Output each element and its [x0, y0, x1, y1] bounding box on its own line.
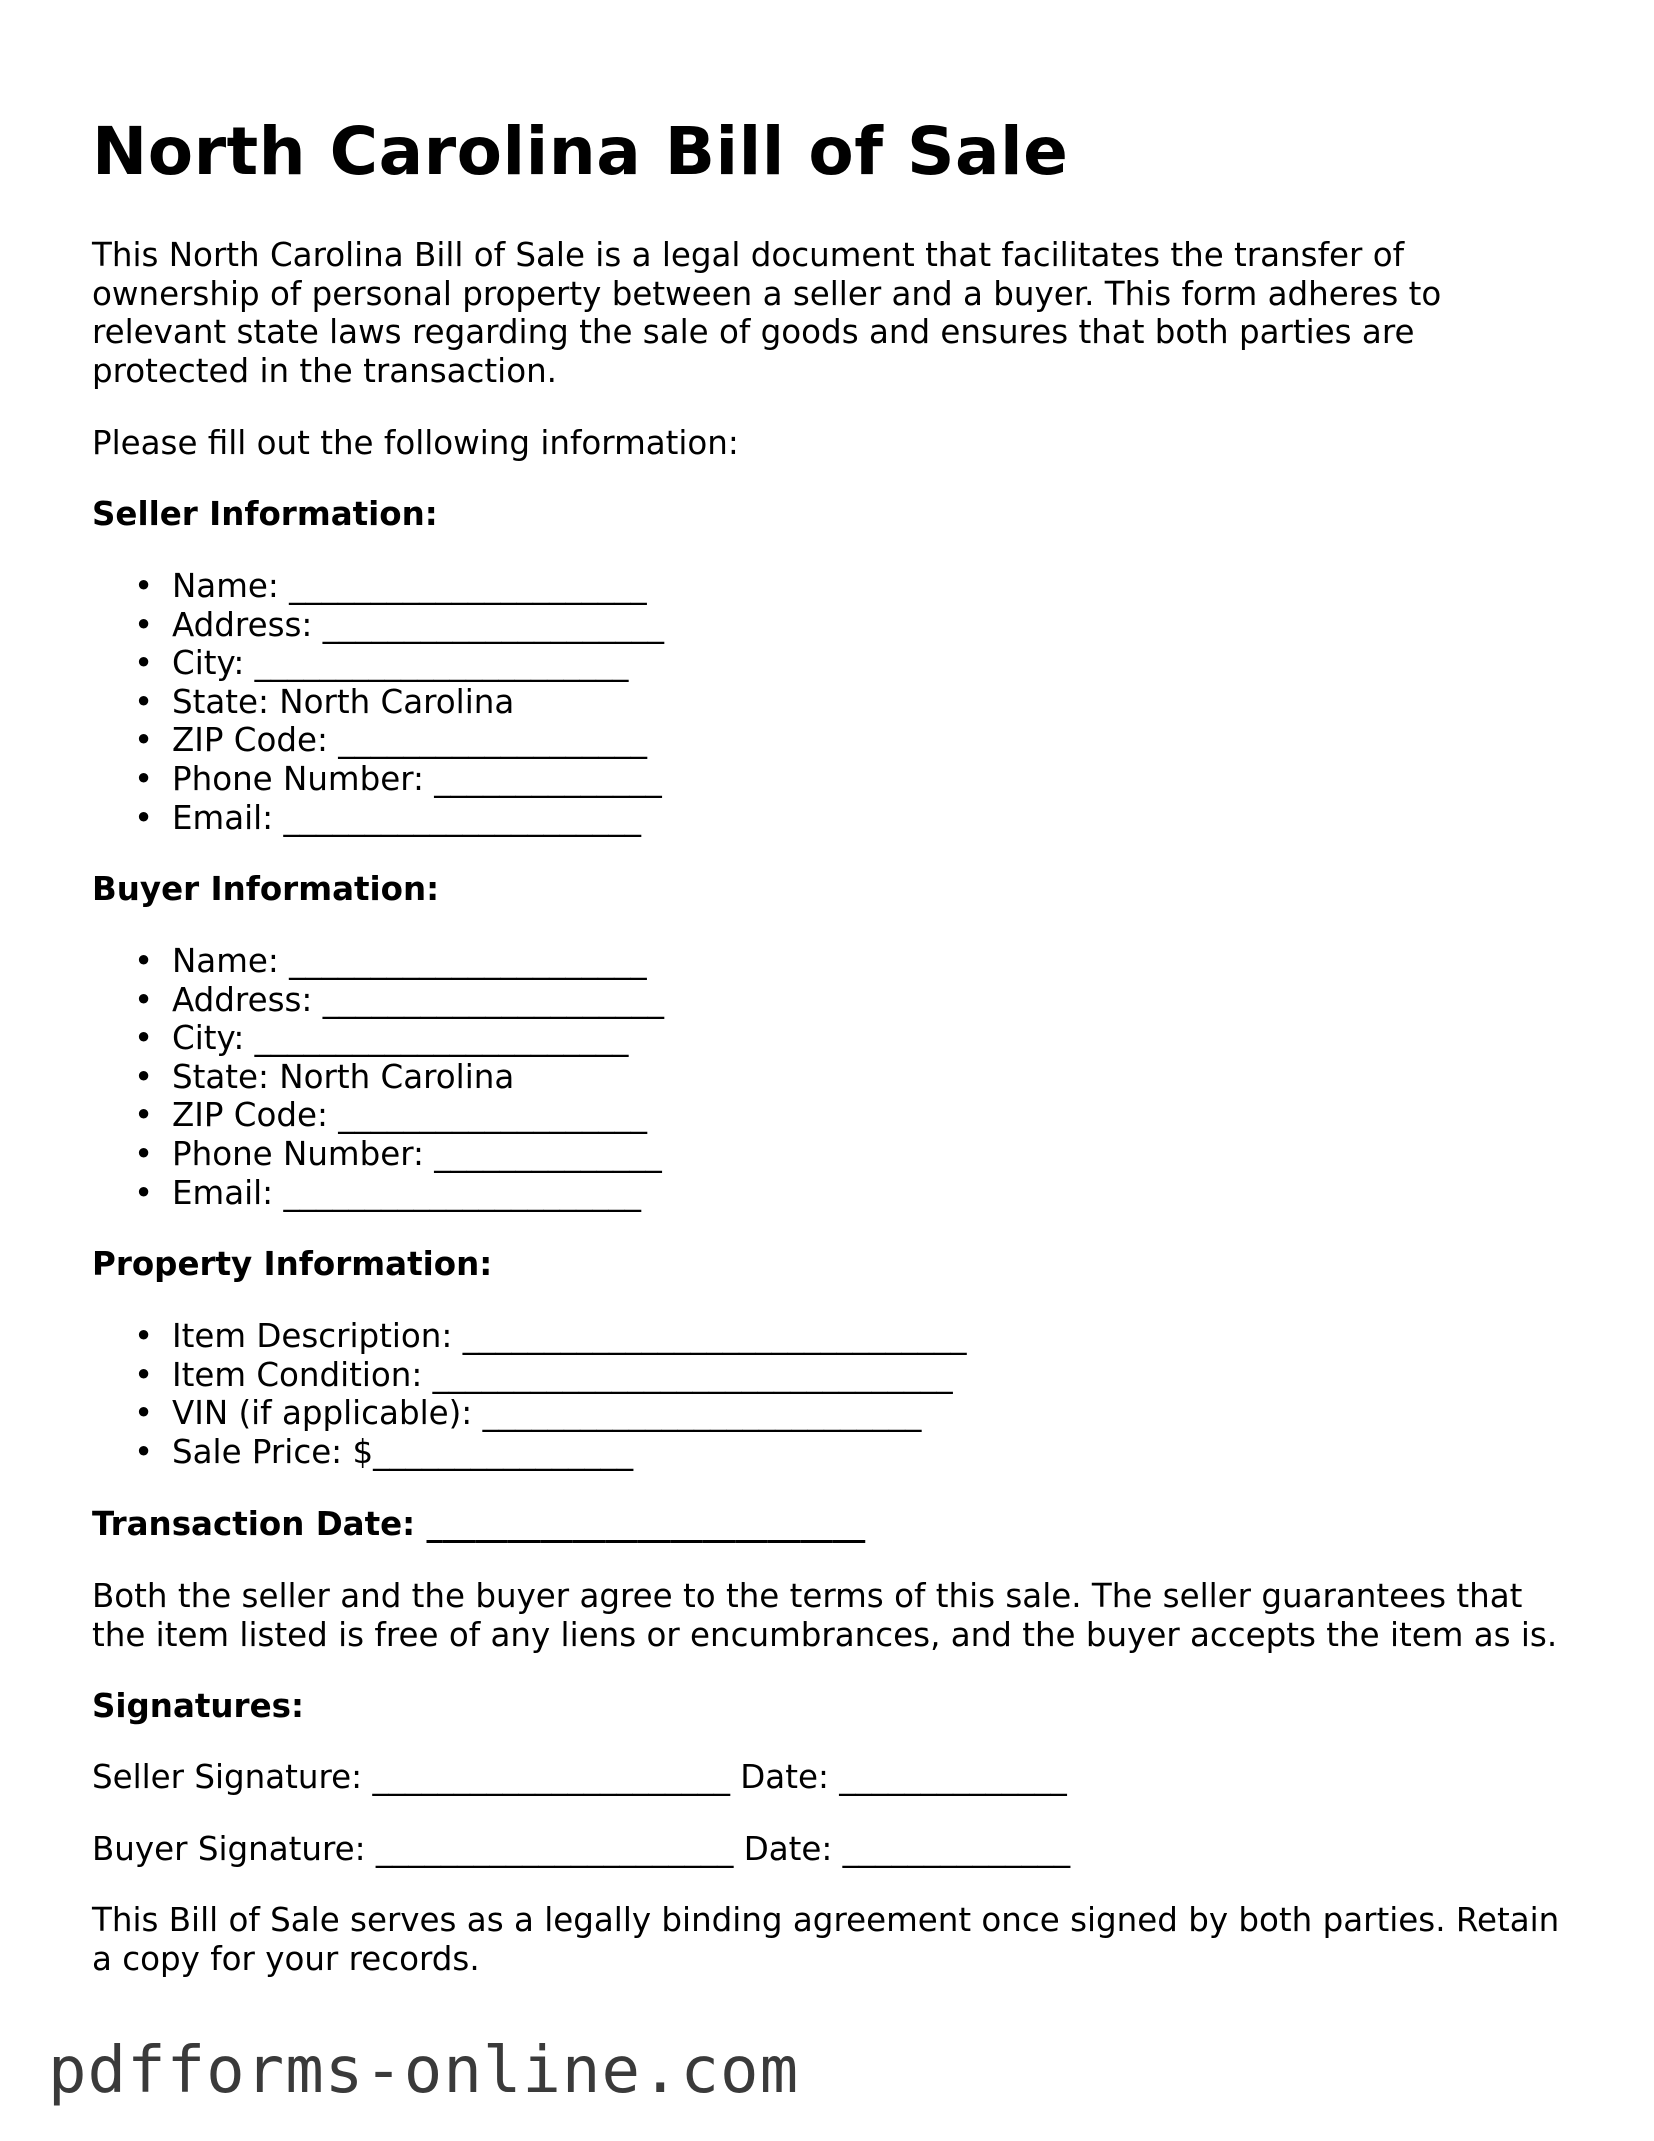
- property-fields-list: [92, 1317, 966, 1471]
- instructions-prompt: Please fill out the following information:: [92, 424, 739, 462]
- intro-paragraph: This North Carolina Bill of Sale is a legal document that facilitates the transfer of ownership of personal property between a seller and a buyer. This form adheres to relevant state laws regarding the sale of goods and ensures that both parties are protected in the transaction.: [92, 236, 1442, 390]
- seller-zip-field[interactable]: • ZIP Code: ___________________: [92, 721, 664, 760]
- terms-paragraph: Both the seller and the buyer agree to the terms of this sale. The seller guarantees that the item listed is free of any liens or encumbrances, and the buyer accepts the item as is.: [92, 1577, 1558, 1654]
- closing-paragraph: This Bill of Sale serves as a legally binding agreement once signed by both parties. Retain a copy for your records.: [92, 1901, 1560, 1978]
- seller-city-field[interactable]: • City: _______________________: [92, 644, 664, 683]
- seller-state-field: • State: North Carolina: [92, 683, 664, 722]
- signatures-heading: Signatures:: [92, 1687, 304, 1725]
- seller-info-heading: Seller Information:: [92, 495, 438, 533]
- seller-signature-line[interactable]: Seller Signature: ______________________ Date: ______________: [92, 1758, 1067, 1796]
- seller-email-field[interactable]: • Email: ______________________: [92, 799, 664, 838]
- buyer-phone-field[interactable]: • Phone Number: ______________: [92, 1135, 664, 1174]
- sale-price-field[interactable]: • Sale Price: $________________: [92, 1433, 966, 1472]
- buyer-address-field[interactable]: • Address: _____________________: [92, 981, 664, 1020]
- transaction-date-field[interactable]: Transaction Date: ___________________________: [92, 1505, 866, 1543]
- property-info-heading: Property Information:: [92, 1245, 493, 1283]
- seller-name-field[interactable]: • Name: ______________________: [92, 567, 664, 606]
- buyer-zip-field[interactable]: • ZIP Code: ___________________: [92, 1096, 664, 1135]
- buyer-signature-line[interactable]: Buyer Signature: ______________________ Date: ______________: [92, 1830, 1071, 1868]
- buyer-city-field[interactable]: • City: _______________________: [92, 1019, 664, 1058]
- buyer-state-field: • State: North Carolina: [92, 1058, 664, 1097]
- seller-fields-list: [92, 567, 664, 837]
- buyer-info-heading: Buyer Information:: [92, 870, 440, 908]
- seller-phone-field[interactable]: • Phone Number: ______________: [92, 760, 664, 799]
- buyer-fields-list: [92, 942, 664, 1212]
- vin-field[interactable]: • VIN (if applicable): ___________________________: [92, 1394, 966, 1433]
- buyer-name-field[interactable]: • Name: ______________________: [92, 942, 664, 981]
- document-title: North Carolina Bill of Sale: [92, 113, 1069, 190]
- item-condition-field[interactable]: • Item Condition: ________________________________: [92, 1356, 966, 1395]
- buyer-email-field[interactable]: • Email: ______________________: [92, 1174, 664, 1213]
- seller-address-field[interactable]: • Address: _____________________: [92, 606, 664, 645]
- watermark-text: pdfforms-online.com: [48, 2034, 800, 2108]
- item-description-field[interactable]: • Item Description: _______________________________: [92, 1317, 966, 1356]
